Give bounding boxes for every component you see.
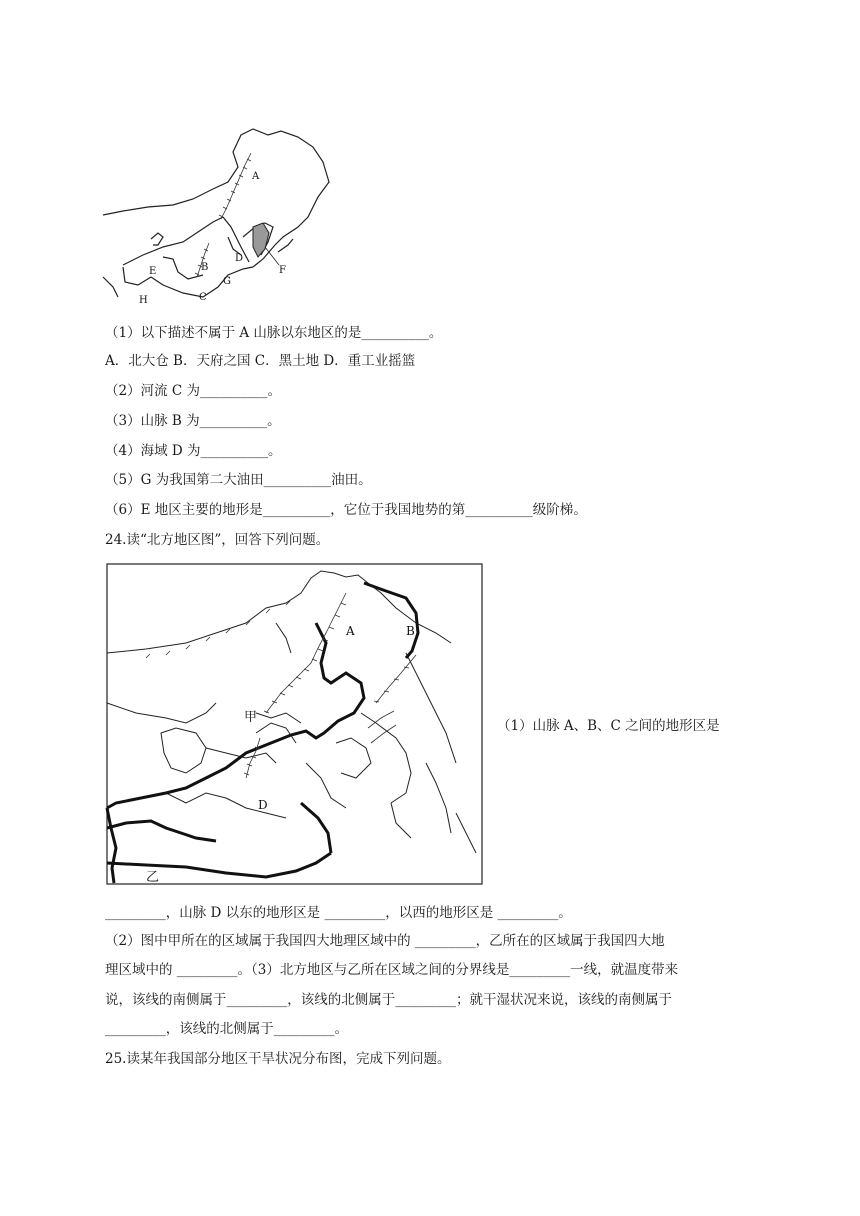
map2-label-a: A bbox=[346, 624, 355, 638]
map1-label-f: F bbox=[279, 265, 286, 276]
q23-sub4: （4）海域 D 为__________。 bbox=[105, 443, 282, 459]
q24-line6: _________，该线的北侧属于_________。 bbox=[105, 1021, 348, 1037]
q23-sub3: （3）山脉 B 为__________。 bbox=[105, 413, 281, 429]
map1-label-d: D bbox=[235, 253, 244, 264]
q23-sub5: （5）G 为我国第二大油田__________油田。 bbox=[105, 472, 372, 488]
q25-title: 25.读某年我国部分地区干旱状况分布图，完成下列问题。 bbox=[105, 1051, 451, 1067]
q24-line2: _________，山脉 D 以东的地形区是 _________，以西的地形区是 _________。 bbox=[105, 905, 572, 921]
map1-label-g: G bbox=[223, 276, 231, 287]
map2-label-d: D bbox=[258, 798, 268, 812]
map2-label-yi: 乙 bbox=[146, 870, 160, 885]
map2-label-b: B bbox=[406, 624, 415, 638]
q24-title: 24.读“北方地区图”，回答下列问题。 bbox=[105, 532, 330, 548]
map1-label-c: C bbox=[199, 292, 207, 303]
q23-options: A．北大仓 B．天府之国 C．黑土地 D．重工业摇篮 bbox=[105, 353, 416, 369]
q23-sub6: （6）E 地区主要的地形是__________，它位于我国地势的第__________级阶梯。 bbox=[105, 502, 587, 518]
q24-sub1-start: （1）山脉 A、B、C 之间的地形区是 bbox=[497, 718, 720, 734]
q24-line4: 理区域中的 _________。（3）北方地区与乙所在区域之间的分界线是_________一线，就温度带来 bbox=[105, 962, 679, 978]
map1-label-b: B bbox=[201, 262, 209, 273]
map1-label-a: A bbox=[252, 171, 260, 182]
q23-sub1: （1）以下描述不属于 A 山脉以东地区的是__________。 bbox=[105, 325, 443, 341]
map1-label-h: H bbox=[139, 295, 148, 306]
map1-label-e: E bbox=[149, 266, 157, 277]
q24-line5: 说，该线的南侧属于_________，该线的北侧属于_________；就干湿状况来说，该线的南侧属于 bbox=[105, 992, 672, 1008]
northeast-map bbox=[103, 127, 335, 306]
q23-sub2: （2）河流 C 为__________。 bbox=[105, 383, 282, 399]
q24-line3: （2）图中甲所在的区域属于我国四大地理区域中的 _________，乙所在的区域属于我国四大地 bbox=[105, 933, 665, 949]
map2-label-jia: 甲 bbox=[244, 710, 258, 725]
north-region-map bbox=[106, 563, 483, 885]
